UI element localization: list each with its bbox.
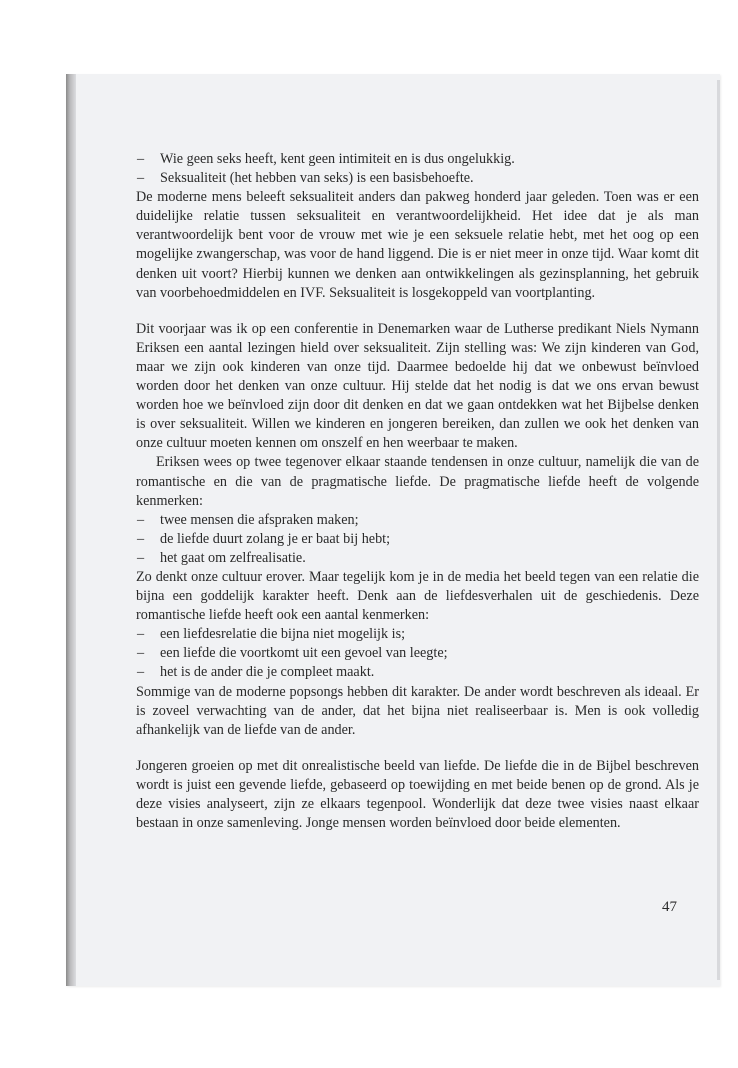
paragraph-eriksen-tendencies: Eriksen wees op twee tegenover elkaar staande tendensen in onze cultuur, namelijk die van de romantische en die van de pragmatische liefde. De pragmatische liefde heeft de volgende kenmerken:	[136, 454, 699, 509]
list-dash: –	[137, 645, 145, 662]
paragraph-gap	[136, 303, 699, 320]
list-item	[136, 663, 699, 682]
list-item	[136, 150, 699, 169]
list-dash: –	[137, 549, 145, 566]
page-edge	[717, 80, 720, 980]
list-dash: –	[137, 170, 145, 187]
list-dash: –	[137, 626, 145, 643]
list-item-text: Wie geen seks heeft, kent geen intimiteit en is dus ongelukkig.	[160, 151, 515, 167]
list-item	[136, 169, 699, 188]
paragraph-conference: Dit voorjaar was ik op een conferentie in Denemarken waar de Lutherse predikant Niels Nymann Eriksen een aantal lezingen hield over seksualiteit. Zijn stelling was: We zijn kinderen van God, maar we zijn ook kinderen van onze tijd. Daarmee bedoelde hij dat we onbewust beïnvloed worden door het denken van onze cultuur. Hij stelde dat het nodig is dat we ons ervan bewust worden hoe we beïnvloed zijn door dit denken en dat we gaan ontdekken wat het Bijbelse denken is over seksualiteit. Willen we kinderen en jongeren bereiken, dan zullen we ook het denken van onze cultuur moeten kennen om onszelf en hen weerbaar te maken.	[136, 320, 699, 452]
page-number: 47	[662, 899, 677, 915]
page-text	[136, 150, 699, 833]
list-item	[136, 644, 699, 663]
paragraph-popsongs: Sommige van de moderne popsongs hebben dit karakter. De ander wordt beschreven als ideaal. Er is zoveel verwachting van de ander, dat het bijna niet realiseerbaar is. Men is ook volledig afhankelijk van de liefde van de ander.	[136, 683, 699, 738]
list-item	[136, 625, 699, 644]
list-item-text: het is de ander die je compleet maakt.	[160, 664, 375, 681]
list-dash: –	[137, 530, 145, 547]
list-item	[136, 530, 699, 549]
paragraph-gap	[136, 740, 699, 757]
book-spine-shadow	[66, 74, 76, 986]
list-item	[136, 549, 699, 568]
list-item-text: een liefde die voortkomt uit een gevoel van leegte;	[160, 645, 448, 662]
list-item-text: de liefde duurt zolang je er baat bij hebt;	[160, 530, 391, 547]
list-item-text: het gaat om zelfrealisatie.	[160, 549, 306, 566]
paragraph-modern-sexuality: De moderne mens beleeft seksualiteit anders dan pakweg honderd jaar geleden. Toen was er een duidelijke relatie tussen seksualiteit en verantwoordelijkheid. Het idee dat je als man verantwoordelijk bent voor de vrouw met wie je een seksuele relatie hebt, met het oog op een mogelijke zwangerschap, was voor de hand liggend. Die is er niet meer in onze tijd. Waar komt dit denken uit voort? Hierbij kunnen we denken aan ontwikkelingen als gezinsplanning, het gebruik van voorbehoedmiddelen en IVF. Seksualiteit is losgekoppeld van voortplanting.	[136, 189, 699, 301]
book-page	[66, 74, 720, 986]
paragraph-youth: Jongeren groeien op met dit onrealistische beeld van liefde. De liefde die in de Bijbel beschreven wordt is juist een gevende liefde, gebaseerd op toewijding en met beide benen op de grond. Als je deze visies analyseert, zijn ze elkaars tegenpool. Wonderlijk dat deze twee visies naast elkaar bestaan in onze samenleving. Jonge mensen worden beïnvloed door beide elementen.	[136, 757, 699, 832]
paragraph-romantic-intro: Zo denkt onze cultuur erover. Maar tegelijk kom je in de media het beeld tegen van een relatie die bijna een goddelijk karakter heeft. Denk aan de liefdesverhalen uit de geschiedenis. Deze romantische liefde heeft ook een aantal kenmerken:	[136, 568, 699, 624]
list-dash: –	[137, 151, 145, 167]
list-item-text: een liefdesrelatie die bijna niet mogelijk is;	[160, 626, 406, 643]
list-dash: –	[137, 664, 145, 681]
list-item-text: Seksualiteit (het hebben van seks) is een basisbehoefte.	[160, 170, 474, 187]
list-item-text: twee mensen die afspraken maken;	[160, 511, 359, 528]
list-dash: –	[137, 511, 145, 528]
list-item	[136, 511, 699, 530]
